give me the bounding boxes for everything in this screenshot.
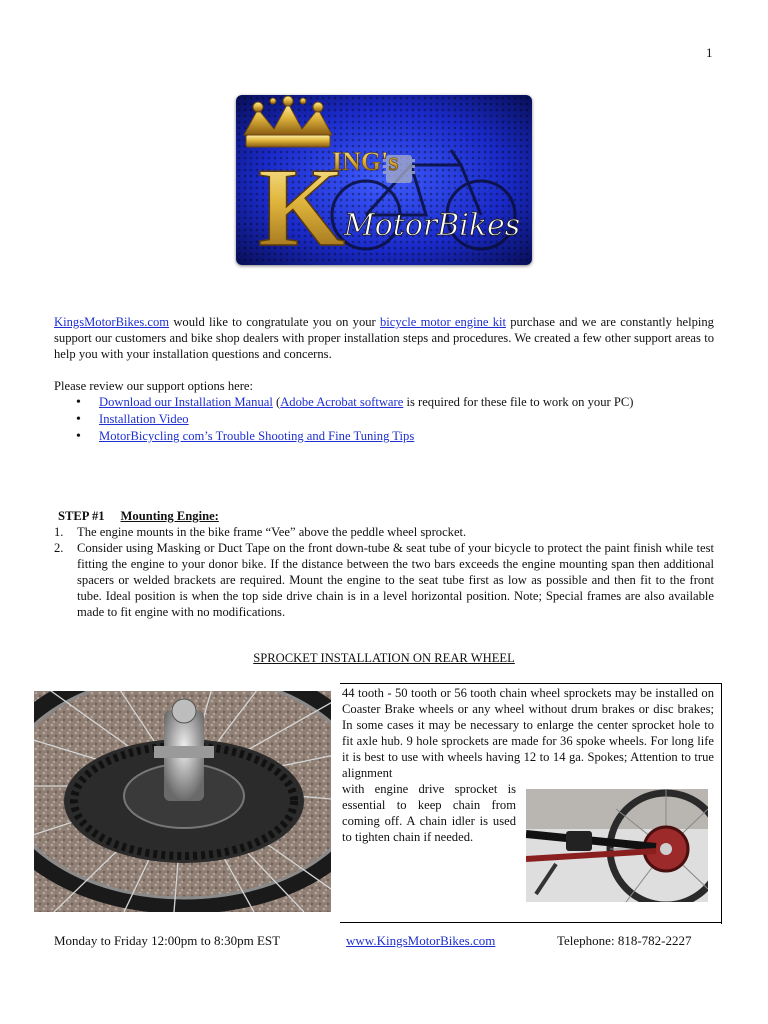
intro-text-2: purchase and we are constantly helping support our customers and bike shop dealers with proper installation steps and procedures. We created a few other support areas to help you with your installation questions and concerns. [54,315,714,361]
kings-motorbikes-logo [236,95,532,265]
intro-text-1: would like to congratulate you on your [169,315,380,329]
manual-note: is required for these file to work on your PC) [403,395,634,409]
step-1-heading [58,508,219,524]
manual-open-paren: ( [272,395,281,409]
list-item [54,411,714,428]
logo-crown-text: ING's [332,147,399,176]
intro-paragraph [54,314,714,362]
telephone: Telephone: 818-782-2227 [557,933,692,948]
item-text: Consider using Masking or Duct Tape on the front down-tube & seat tube of your bicycle to protect the paint finish while test fitting the engine to your donor bike. If the distance between the two bars exceeds the engine mounting span then additional spacers or welded brackets are required. Mount the engine to the seat tube first as low as possible and then fit to the front tube. Ideal position is when the top side drive chain is in a level horizontal position. Note; Special frames are also available made to fit engine with no modifications. [77,541,714,619]
engine-kit-link[interactable]: bicycle motor engine kit [379,315,507,329]
logo-big-letter: K [258,146,346,265]
sprocket-box-bottom-rule [340,922,722,923]
item-text: The engine mounts in the bike frame “Vee” above the peddle wheel sprocket. [77,525,467,539]
item-number: 1. [54,525,64,539]
list-item [54,394,714,411]
chain-idler-photo [526,789,708,902]
rear-wheel-sprocket-photo [34,691,331,912]
installation-manual-link[interactable]: Download our Installation Manual [99,395,273,409]
review-text: Please review our support options here: [54,379,254,393]
sprocket-section-title: SPROCKET INSTALLATION ON REAR WHEEL [253,651,515,665]
business-hours: Monday to Friday 12:00pm to 8:30pm EST [54,933,281,948]
list-item [54,428,714,445]
item-number: 2. [54,541,64,555]
step-number: STEP #1 [58,509,105,523]
sprocket-text-2: with engine drive sprocket is essential to keep chain from coming off. A chain idler is used to tighten chain if needed. [342,782,516,844]
page-number: 1 [706,45,713,60]
list-item [54,540,714,620]
sprocket-text-1: 44 tooth - 50 tooth or 56 tooth chain wheel sprockets may be installed on Coaster Brake wheels or any wheel without drum brakes or disc brakes; In some cases it may be necessary to enlarge the center sprocket hole to fit axle hub. 9 hole sprockets are made for 36 spoke wheels. For long life it is best to use with wheels having 12 to 14 ga. Spokes; Attention to true alignment [342,686,714,780]
step-1-list [54,524,714,620]
adobe-acrobat-link[interactable]: Adobe Acrobat software [280,395,404,409]
step-title: Mounting Engine: [120,509,219,523]
website-link[interactable]: www.KingsMotorBikes.com [346,933,496,948]
installation-video-link[interactable]: Installation Video [99,412,189,426]
support-options-list [54,394,714,445]
kingsmotorbikes-link[interactable]: KingsMotorBikes.com [54,315,170,329]
list-item [54,524,714,540]
logo-script-text: MotorBikes [344,208,521,243]
trouble-shooting-link[interactable]: MotorBicycling com’s Trouble Shooting and Fine Tuning Tips [99,429,415,443]
